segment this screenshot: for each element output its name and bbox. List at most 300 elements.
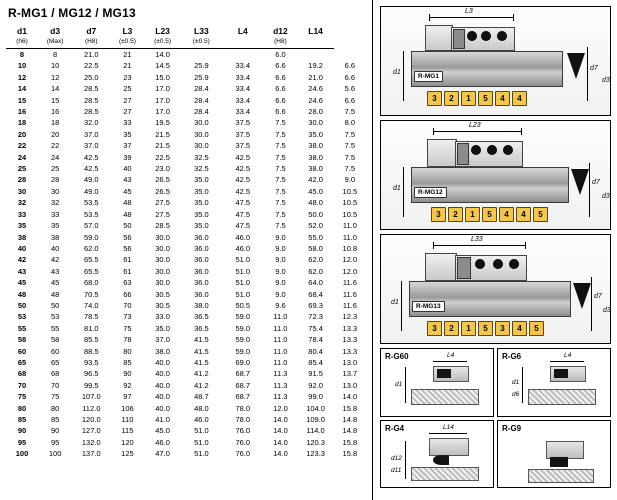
table-cell: 21.0 [83, 50, 99, 59]
table-cell: 64.0 [308, 278, 323, 288]
shaft-section [528, 389, 596, 405]
table-cell: 25.9 [194, 72, 209, 82]
table-cell: 7.5 [275, 141, 286, 151]
table-cell: 14.0 [273, 437, 288, 447]
spring-block [457, 257, 471, 279]
table-row [6, 95, 366, 106]
table-cell: 80 [50, 403, 60, 413]
table-row [6, 174, 366, 185]
dim-label-d3: d3 [602, 193, 610, 200]
dim-label-d6: d6 [512, 391, 520, 398]
table-cell: 30.0 [194, 141, 209, 151]
table-cell: 48 [17, 289, 27, 299]
spring-block [453, 29, 465, 49]
table-cell: 85 [50, 415, 60, 424]
column-header-7: d12 [273, 26, 288, 36]
part-box: 1 [461, 321, 476, 336]
table-cell: 56 [123, 232, 132, 242]
part-box: 1 [461, 91, 476, 106]
dim-vert-left [405, 367, 406, 403]
table-cell: 24 [50, 152, 60, 162]
table-row [6, 232, 366, 243]
table-cell: 23 [123, 72, 132, 82]
table-cell: 92 [123, 380, 132, 390]
table-cell: 57.0 [83, 221, 99, 231]
dim-line-top [550, 361, 584, 362]
table-cell: 96.5 [83, 369, 99, 379]
table-cell: 21.0 [308, 72, 323, 82]
table-cell: 47.5 [235, 198, 251, 208]
table-head [6, 25, 366, 49]
table-cell: 11.6 [342, 300, 357, 310]
table-cell: 11.0 [273, 357, 288, 367]
table-cell: 32 [17, 198, 27, 208]
oring-1 [467, 31, 477, 41]
table-cell: 8 [53, 50, 58, 59]
table-cell: 28 [17, 175, 27, 185]
table-cell: 120.3 [306, 437, 325, 447]
table-cell: 72.3 [308, 312, 323, 322]
table-cell: 48.0 [194, 403, 209, 413]
table-cell: 46.0 [235, 243, 251, 253]
table-cell: 37.5 [235, 118, 251, 128]
cone-shape [573, 283, 591, 309]
column-subheader-7: (H8) [263, 37, 297, 49]
table-cell: 14.0 [342, 392, 358, 402]
table-cell: 95 [50, 437, 60, 447]
table-row [6, 368, 366, 379]
table-cell: 16 [17, 107, 27, 117]
table-cell: 26.5 [155, 175, 170, 185]
figure-r-g9 [497, 420, 611, 489]
dim-label-d3: d3 [602, 77, 610, 84]
table-cell: 69.3 [308, 300, 323, 310]
table-cell: 48 [123, 209, 132, 219]
table-cell: 14.0 [273, 415, 288, 424]
table-cell: 11.0 [273, 335, 288, 345]
spring-block [457, 143, 469, 165]
table-cell: 49.0 [83, 186, 99, 196]
table-cell: 7.5 [275, 198, 286, 208]
table-cell: 51.0 [235, 255, 251, 265]
table-cell: 80 [17, 403, 27, 413]
table-cell: 28.5 [83, 107, 99, 117]
part-box: 4 [499, 207, 514, 222]
dim-label-L4: L4 [447, 352, 455, 359]
table-cell: 7.5 [344, 107, 356, 117]
table-cell: 26.5 [155, 186, 170, 196]
dim-tick-right [521, 128, 522, 135]
part-box: 3 [495, 321, 510, 336]
table-cell: 30.5 [155, 289, 170, 299]
figure-r-g6 [497, 348, 611, 417]
dim-tick-right [513, 14, 514, 21]
table-cell: 32 [50, 198, 60, 208]
table-cell: 46.0 [194, 415, 209, 424]
table-cell: 50 [123, 221, 132, 231]
table-cell: 28.5 [83, 84, 99, 94]
table-cell: 35.0 [194, 209, 209, 219]
table-cell: 9.0 [275, 266, 286, 276]
table-cell: 11.6 [342, 289, 357, 299]
table-cell: 6.6 [344, 72, 356, 82]
part-number-row [427, 321, 544, 336]
table-cell: 41.5 [194, 335, 209, 345]
table-cell: 11.0 [273, 323, 288, 333]
table-cell: 125 [121, 449, 134, 459]
housing-section [429, 438, 469, 456]
part-box: 2 [444, 321, 459, 336]
table-row [6, 391, 366, 402]
table-cell: 46.0 [235, 232, 251, 242]
table-cell: 78.5 [83, 312, 99, 322]
dim-tick-left [433, 128, 434, 135]
table-cell: 76.0 [235, 437, 251, 447]
table-row [6, 129, 366, 140]
table-cell: 85.5 [83, 335, 99, 345]
part-number-row [427, 91, 527, 106]
table-cell: 13.3 [342, 346, 358, 356]
table-cell: 22.5 [83, 61, 99, 71]
part-number-row [431, 207, 548, 222]
table-cell: 62.0 [83, 243, 99, 253]
housing-block [427, 139, 457, 167]
table-cell: 10.8 [342, 243, 358, 253]
table-cell: 33 [50, 209, 60, 219]
table-cell: 10 [17, 61, 27, 71]
table-cell: 47.5 [235, 221, 251, 231]
table-cell: 38.0 [308, 152, 323, 162]
table-cell: 24.6 [308, 95, 323, 105]
table-cell: 132.0 [81, 437, 101, 447]
table-cell [297, 49, 333, 61]
dim-label-d3: d3 [603, 307, 611, 314]
part-box: 2 [444, 91, 459, 106]
column-subheader-4: (±0.5) [145, 37, 181, 49]
table-cell: 115 [121, 426, 134, 436]
table-cell: 68.4 [308, 289, 323, 299]
table-cell: 90 [123, 369, 132, 379]
column-header-5: L33 [194, 26, 209, 36]
table-cell: 42.5 [235, 164, 251, 174]
table-cell: 78 [123, 335, 132, 345]
dimensions-table [6, 25, 366, 460]
diagram-name-label: R-MG12 [414, 187, 447, 198]
table-cell: 58 [50, 335, 60, 345]
table-cell: 20 [50, 129, 60, 139]
table-cell: 11.3 [273, 369, 288, 379]
table-cell: 51.0 [235, 289, 251, 299]
table-row [6, 209, 366, 220]
part-box: 4 [516, 207, 531, 222]
table-cell: 43 [17, 266, 27, 276]
table-cell: 76.0 [235, 449, 251, 459]
table-row [6, 220, 366, 231]
dim-label-d1: d1 [512, 379, 520, 386]
column-header-0: d1 [17, 26, 27, 36]
table-cell: 33.4 [235, 84, 251, 94]
table-cell: 42 [17, 255, 27, 265]
table-cell: 40 [123, 164, 132, 174]
figure-r-g60 [380, 348, 494, 417]
table-cell: 137.0 [81, 449, 101, 459]
table-cell: 7.5 [344, 141, 356, 151]
table-row [6, 403, 366, 414]
table-row [6, 437, 366, 448]
table-cell: 38.0 [194, 300, 209, 310]
table-cell: 27.5 [155, 209, 170, 219]
table-row [6, 72, 366, 83]
table-cell: 33.4 [235, 95, 251, 105]
table-cell: 35.0 [155, 323, 170, 333]
table-cell: 114.0 [306, 426, 325, 436]
table-cell: 9.0 [275, 255, 286, 265]
column-header-2: d7 [86, 26, 97, 36]
table-cell: 35.0 [194, 221, 209, 231]
table-cell: 95 [17, 437, 27, 447]
dim-vert-left [401, 281, 402, 331]
table-cell: 25 [17, 164, 27, 174]
table-cell: 7.5 [344, 129, 356, 139]
table-cell: 10.5 [342, 209, 358, 219]
table-cell: 42.0 [308, 175, 323, 185]
table-row [6, 414, 366, 425]
column-subheader-3: (±0.5) [110, 37, 144, 49]
table-cell: 41.0 [155, 415, 170, 424]
diagram-r-mg12 [380, 120, 611, 230]
table-row [6, 380, 366, 391]
table-cell: 30.0 [308, 118, 323, 128]
housing-block [425, 25, 453, 51]
table-cell: 6.6 [275, 95, 286, 105]
seal-section [437, 369, 451, 378]
table-cell: 40.0 [155, 380, 170, 390]
table-cell: 61 [123, 255, 132, 265]
table-cell: 6.6 [344, 61, 356, 71]
table-cell: 30.0 [155, 255, 170, 265]
table-cell: 6.0 [275, 50, 286, 59]
table-cell: 65.5 [83, 266, 99, 276]
table-cell: 42.5 [235, 175, 251, 185]
dim-label-d1: d1 [393, 185, 401, 192]
dim-tick-left [433, 242, 434, 249]
column-header-1: d3 [50, 26, 61, 36]
part-box: 4 [512, 321, 527, 336]
table-cell: 43 [50, 266, 60, 276]
table-cell: 15 [50, 95, 60, 105]
table-cell: 14.0 [155, 50, 170, 59]
table-cell: 45.0 [155, 426, 170, 436]
table-cell: 25 [50, 164, 60, 174]
dim-label-d7: d7 [592, 179, 600, 186]
table-cell: 19.5 [155, 118, 170, 128]
table-cell: 15.8 [342, 437, 358, 447]
dim-label-L4: L4 [564, 352, 572, 359]
table-cell: 12.0 [342, 255, 358, 265]
subheader-row [6, 37, 366, 49]
table-cell: 13.3 [342, 323, 358, 333]
table-cell: 27 [123, 95, 132, 105]
table-cell: 78.0 [235, 415, 251, 424]
table-cell: 68 [17, 369, 27, 379]
oring-3 [503, 145, 513, 155]
part-box: 5 [482, 207, 497, 222]
table-cell: 70 [123, 300, 132, 310]
table-row [6, 425, 366, 436]
table-cell: 36.0 [194, 255, 209, 265]
table-cell: 21.5 [155, 141, 170, 151]
table-cell: 6.6 [344, 95, 356, 105]
table-cell: 65 [17, 357, 27, 367]
table-cell: 40 [50, 243, 60, 253]
shaft-section [411, 389, 479, 405]
dim-label-L3: L3 [465, 8, 473, 15]
table-cell: 51.0 [194, 449, 209, 459]
dim-vert-left [403, 167, 404, 217]
table-cell: 68.7 [235, 380, 251, 390]
oring-3 [509, 259, 519, 269]
dim-line-top [433, 245, 525, 246]
table-cell: 68.7 [235, 369, 251, 379]
table-cell: 104.0 [306, 403, 325, 413]
table-cell: 19.2 [308, 61, 323, 71]
table-cell: 9.0 [275, 289, 286, 299]
table-cell: 66 [123, 289, 132, 299]
table-cell: 12.0 [342, 266, 358, 276]
table-cell: 45 [17, 278, 27, 288]
table-cell: 9.0 [275, 278, 286, 288]
cone-shape [567, 53, 585, 79]
table-cell: 11.0 [273, 346, 288, 356]
table-row [6, 140, 366, 151]
table-cell: 50 [17, 300, 27, 310]
table-cell: 14.0 [273, 449, 288, 459]
table-cell: 25 [123, 84, 132, 94]
table-cell: 17.0 [155, 107, 170, 117]
table-cell: 69.0 [235, 357, 251, 367]
table-row [6, 277, 366, 288]
table-cell: 75 [17, 392, 27, 402]
table-cell: 41.5 [194, 357, 209, 367]
table-cell: 25.9 [194, 61, 209, 71]
table-cell: 17.0 [155, 95, 170, 105]
table-cell: 7.5 [344, 164, 356, 174]
dim-label-d7: d7 [590, 65, 598, 72]
table-cell: 30.0 [155, 232, 170, 242]
column-subheader-5: (±0.5) [181, 37, 223, 49]
table-cell: 42 [50, 255, 60, 265]
table-cell: 33.4 [235, 107, 251, 117]
table-cell: 70 [50, 380, 60, 390]
table-cell: 42.5 [235, 186, 251, 196]
table-cell: 9.0 [275, 243, 286, 253]
table-cell: 85 [17, 415, 27, 424]
table-cell: 10.5 [342, 198, 358, 208]
table-cell: 28.4 [194, 84, 209, 94]
column-subheader-8 [297, 37, 333, 49]
table-cell: 90 [50, 426, 60, 436]
dim-label-d7: d7 [594, 293, 602, 300]
table-row [6, 448, 366, 459]
figure-label: R-G9 [502, 423, 522, 433]
table-cell: 51.0 [194, 426, 209, 436]
part-box: 5 [529, 321, 544, 336]
table-cell: 7.5 [275, 175, 286, 185]
table-cell: 30.5 [155, 300, 170, 310]
table-cell: 30 [17, 186, 27, 196]
table-cell: 41.2 [194, 369, 209, 379]
part-box: 3 [427, 91, 442, 106]
table-row [6, 197, 366, 208]
table-cell: 65.5 [83, 255, 99, 265]
table-cell: 112.0 [82, 403, 101, 413]
table-cell: 52.0 [308, 221, 323, 231]
table-cell: 62.0 [308, 255, 323, 265]
part-box: 3 [427, 321, 442, 336]
table-cell: 93.5 [83, 357, 99, 367]
dim-line-top [433, 131, 521, 132]
table-cell: 76.0 [235, 426, 251, 436]
table-cell: 36.0 [194, 232, 209, 242]
table-cell: 38.0 [308, 141, 323, 151]
small-figures-grid [380, 348, 611, 488]
table-cell: 35.0 [194, 175, 209, 185]
table-cell: 21 [123, 50, 132, 59]
table-cell: 40.0 [155, 392, 170, 402]
table-cell: 11.3 [273, 380, 288, 390]
table-cell: 59.0 [83, 232, 99, 242]
dim-line-top [429, 433, 467, 434]
table-row [6, 266, 366, 277]
table-cell: 30.0 [155, 243, 170, 253]
table-cell: 35.0 [308, 129, 323, 139]
dim-label-d1: d1 [395, 381, 403, 388]
table-cell: 48 [50, 289, 60, 299]
table-cell: 25.0 [83, 72, 99, 82]
housing-block [425, 253, 457, 281]
table-row [6, 357, 366, 368]
table-cell: 7.5 [275, 221, 286, 231]
table-cell: 30.0 [155, 266, 170, 276]
table-cell [334, 49, 366, 61]
seal-section [433, 455, 449, 465]
table-cell: 36.0 [194, 266, 209, 276]
table-cell: 37.0 [83, 141, 99, 151]
table-cell: 55.0 [308, 232, 323, 242]
table-cell: 106 [121, 403, 134, 413]
diagram-r-mg1 [380, 6, 611, 116]
table-body [6, 49, 366, 460]
table-cell: 45 [50, 278, 60, 288]
dim-label-d1: d1 [391, 299, 399, 306]
dim-vert-left [405, 441, 406, 479]
table-cell: 12 [17, 72, 27, 82]
table-cell: 42.5 [83, 164, 99, 174]
table-cell: 100 [48, 449, 62, 459]
table-cell: 90 [17, 426, 27, 436]
table-row [6, 152, 366, 163]
table-cell: 109.0 [306, 415, 325, 424]
table-cell: 7.5 [275, 129, 286, 139]
column-header-4: L23 [155, 26, 170, 36]
column-subheader-6 [222, 37, 263, 49]
table-cell: 85 [123, 357, 132, 367]
dim-vert-left [522, 367, 523, 403]
table-cell: 14 [17, 84, 27, 94]
table-row [6, 186, 366, 197]
table-cell: 11.3 [273, 392, 288, 402]
table-cell: 16 [50, 107, 60, 117]
